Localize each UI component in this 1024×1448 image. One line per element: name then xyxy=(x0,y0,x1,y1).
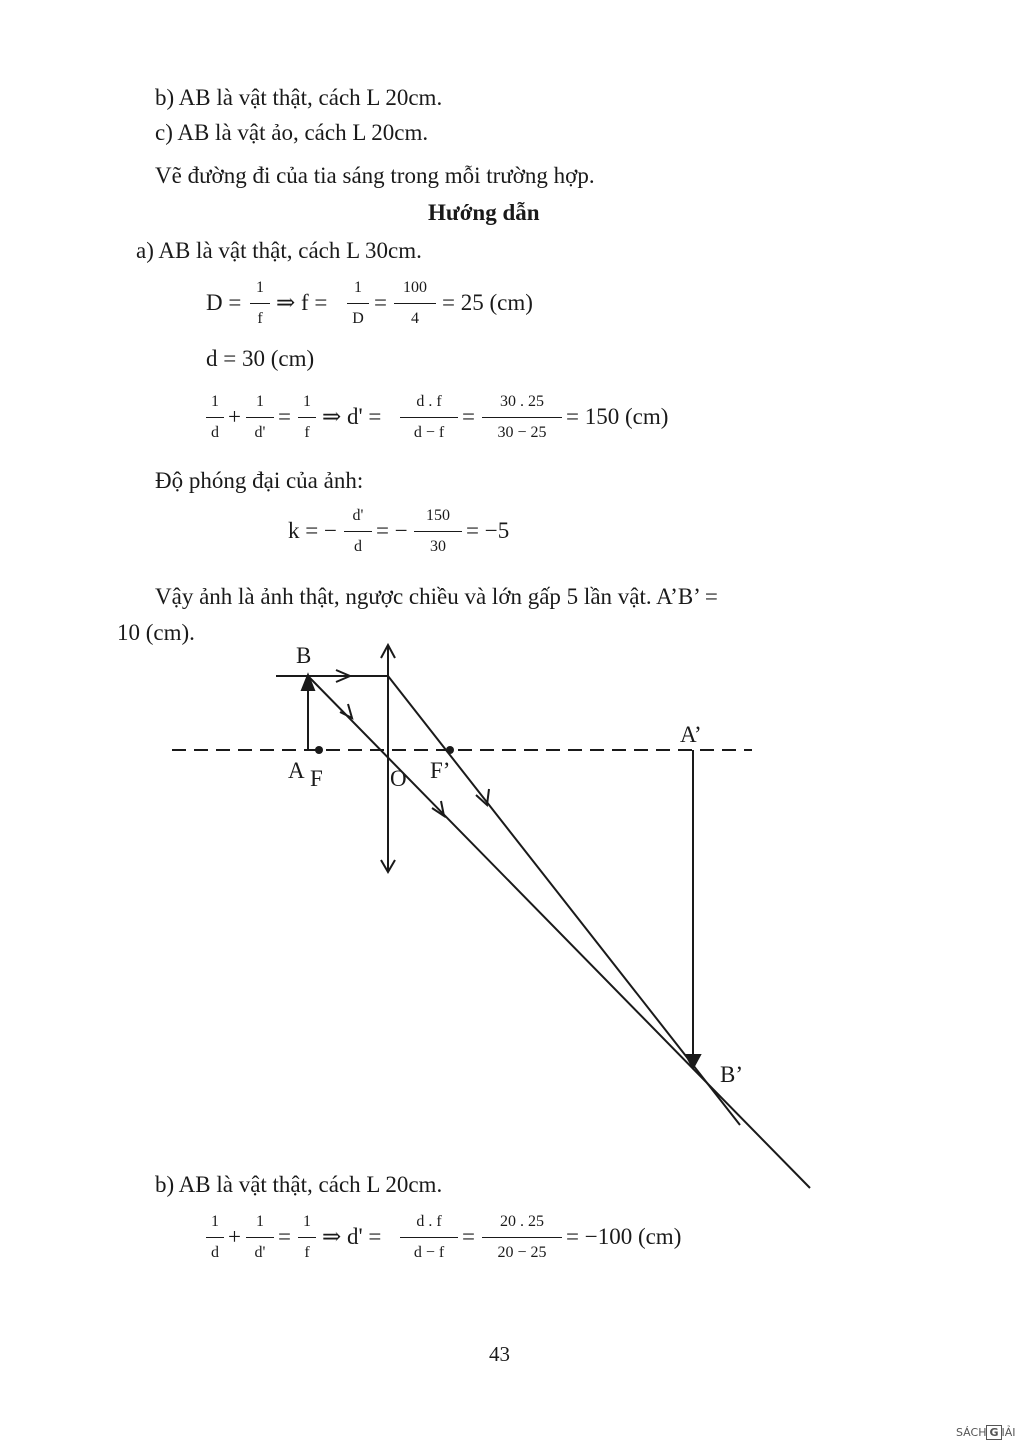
eqb-result: = −100 (cm) xyxy=(566,1224,682,1249)
part-b-label: b) AB là vật thật, cách L 20cm. xyxy=(155,1172,443,1197)
eqb-arrow: ⇒ d' = xyxy=(322,1224,382,1249)
eq4-frac-a: d' d xyxy=(344,502,372,561)
label-fp: F’ xyxy=(430,758,451,783)
eq3-arrow: ⇒ d' = xyxy=(322,404,382,429)
focus-fp-point xyxy=(446,746,454,754)
label-f: F xyxy=(310,766,323,791)
equation-distance: d = 30 (cm) xyxy=(206,346,315,371)
eq4-frac-b: 150 30 xyxy=(414,502,462,561)
eq3-frac-a: 1 d xyxy=(206,388,224,447)
intro-line-c: c) AB là vật ảo, cách L 20cm. xyxy=(155,120,429,145)
focus-f-point xyxy=(315,746,323,754)
label-o: O xyxy=(390,766,407,791)
conclusion-line-2: 10 (cm). xyxy=(117,620,195,645)
eq3-frac-c: 1 f xyxy=(298,388,316,447)
eq3-plus: + xyxy=(228,404,241,429)
eq3-result: = 150 (cm) xyxy=(566,404,669,429)
image-arrowhead xyxy=(686,1055,700,1068)
intro-instruction: Vẽ đường đi của tia sáng trong mỗi trường hợp. xyxy=(155,163,595,188)
eq4-lhs: k = − xyxy=(288,518,337,543)
eq3-frac-d: d . f d − f xyxy=(400,388,458,447)
eqb-frac-e: 20 . 25 20 − 25 xyxy=(482,1208,562,1267)
intro-line-b: b) AB là vật thật, cách L 20cm. xyxy=(155,85,443,110)
eq1-result: = 25 (cm) xyxy=(442,290,533,315)
eq4-equals: = − xyxy=(376,518,408,543)
eqb-frac-d: d . f d − f xyxy=(400,1208,458,1267)
magnification-label: Độ phóng đại của ảnh: xyxy=(155,468,364,493)
label-b: B xyxy=(296,643,312,668)
eq1-equals: = xyxy=(374,290,387,315)
conclusion-line-1: Vậy ảnh là ảnh thật, ngược chiều và lớn gấp 5 lần vật. A’B’ = xyxy=(155,584,718,609)
page-number: 43 xyxy=(489,1342,510,1366)
eq1-frac3: 100 4 xyxy=(394,274,436,333)
eqb-frac-a: 1 d xyxy=(206,1208,224,1267)
eq3-frac-e: 30 . 25 30 − 25 xyxy=(482,388,562,447)
label-ap: A’ xyxy=(680,722,702,747)
eq1-frac1: 1 f xyxy=(250,274,270,333)
eqb-frac-c: 1 f xyxy=(298,1208,316,1267)
eq3-equals: = xyxy=(278,404,291,429)
eqb-plus: + xyxy=(228,1224,241,1249)
eqb-equals-2: = xyxy=(462,1224,475,1249)
eq1-arrow: ⇒ f = xyxy=(276,290,328,315)
eq1-frac2: 1 D xyxy=(347,274,369,333)
eq1-lhs: D = xyxy=(206,290,242,315)
label-a: A xyxy=(288,758,305,783)
eq4-result: = −5 xyxy=(466,518,510,543)
eqb-equals: = xyxy=(278,1224,291,1249)
publisher-logo: SÁCH G IẢI xyxy=(956,1426,1016,1439)
ray-center xyxy=(308,676,810,1188)
label-bp: B’ xyxy=(720,1062,743,1087)
part-a-label: a) AB là vật thật, cách L 30cm. xyxy=(136,238,422,263)
eqb-frac-b: 1 d' xyxy=(246,1208,274,1267)
eq3-frac-b: 1 d' xyxy=(246,388,274,447)
section-heading: Hướng dẫn xyxy=(428,200,540,225)
eq3-equals-2: = xyxy=(462,404,475,429)
